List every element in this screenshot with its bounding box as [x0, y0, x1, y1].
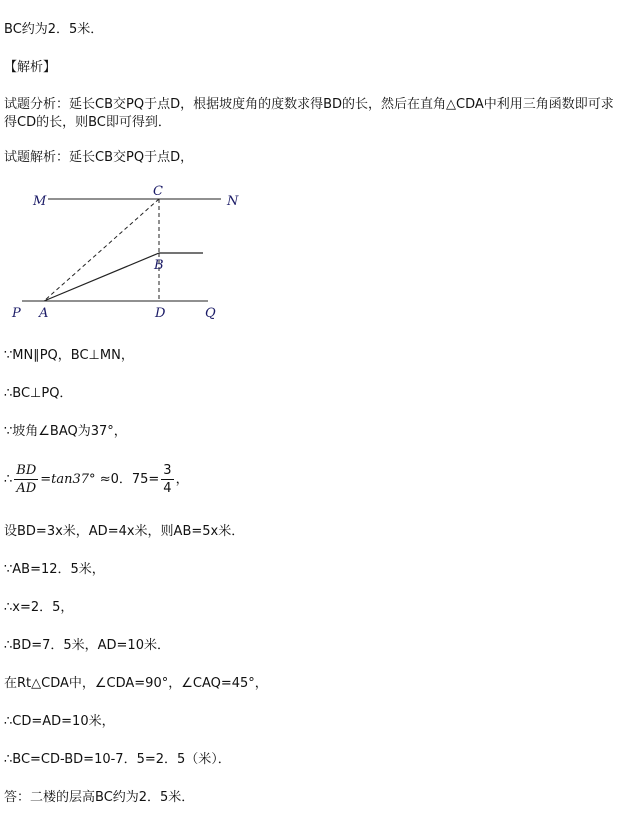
approx-value: ≈0．75= — [95, 472, 160, 487]
step-x-value: ∴x=2．5， — [4, 600, 74, 615]
analysis-text: 试题分析：延长CB交PQ于点D，根据坡度角的度数求得BD的长，然后在直角△CDA中利用三角函数即可求得CD的长，则BC即可得到． — [4, 97, 614, 130]
label-c: C — [153, 184, 163, 199]
step-bd-ad: ∴BD=7．5米，AD=10米． — [4, 638, 170, 653]
step-slope-angle: ∵坡角∠BAQ为37°， — [4, 424, 127, 439]
step-let-x: 设BD=3x米，AD=4x米，则AB=5x米． — [4, 524, 245, 539]
step-bc-compute: ∴BC=CD-BD=10-7．5=2．5（米）． — [4, 752, 231, 767]
step-ab-value: ∵AB=12．5米， — [4, 562, 105, 577]
therefore-symbol: ∴ — [4, 472, 13, 487]
label-q: Q — [205, 306, 216, 321]
fraction-three-quarters — [161, 462, 173, 497]
final-answer: 答：二楼的层高BC约为2．5米． — [4, 790, 195, 805]
step-right-triangle: 在Rt△CDA中，∠CDA=90°，∠CAQ=45°， — [4, 676, 268, 691]
step-perpendicular: ∴BC⊥PQ． — [4, 386, 73, 401]
formula-line — [4, 462, 189, 498]
label-a: A — [39, 306, 49, 321]
geometry-figure — [0, 178, 260, 328]
answer-line: BC约为2．5米． — [4, 22, 104, 37]
step-parallel: ∵MN∥PQ，BC⊥MN， — [4, 348, 134, 363]
slope-ab — [44, 253, 159, 301]
formula-tail: ， — [175, 472, 189, 487]
step-cd-ad: ∴CD=AD=10米， — [4, 714, 115, 729]
fraction-numerator-3: 3 — [163, 463, 172, 478]
tan-expression: =tan37° — [40, 472, 96, 487]
fraction-bd-ad — [14, 462, 38, 497]
label-d: D — [155, 306, 166, 321]
label-m: M — [33, 194, 47, 209]
label-n: N — [227, 194, 239, 209]
analysis-heading: 【解析】 — [4, 60, 57, 75]
segment-ca — [44, 199, 159, 301]
fraction-denominator: AD — [16, 481, 37, 496]
label-p: P — [12, 306, 21, 321]
solution-intro: 试题解析：延长CB交PQ于点D， — [4, 150, 194, 165]
label-b: B — [154, 258, 164, 273]
fraction-numerator: BD — [16, 463, 37, 478]
fraction-denominator-4: 4 — [163, 481, 172, 496]
